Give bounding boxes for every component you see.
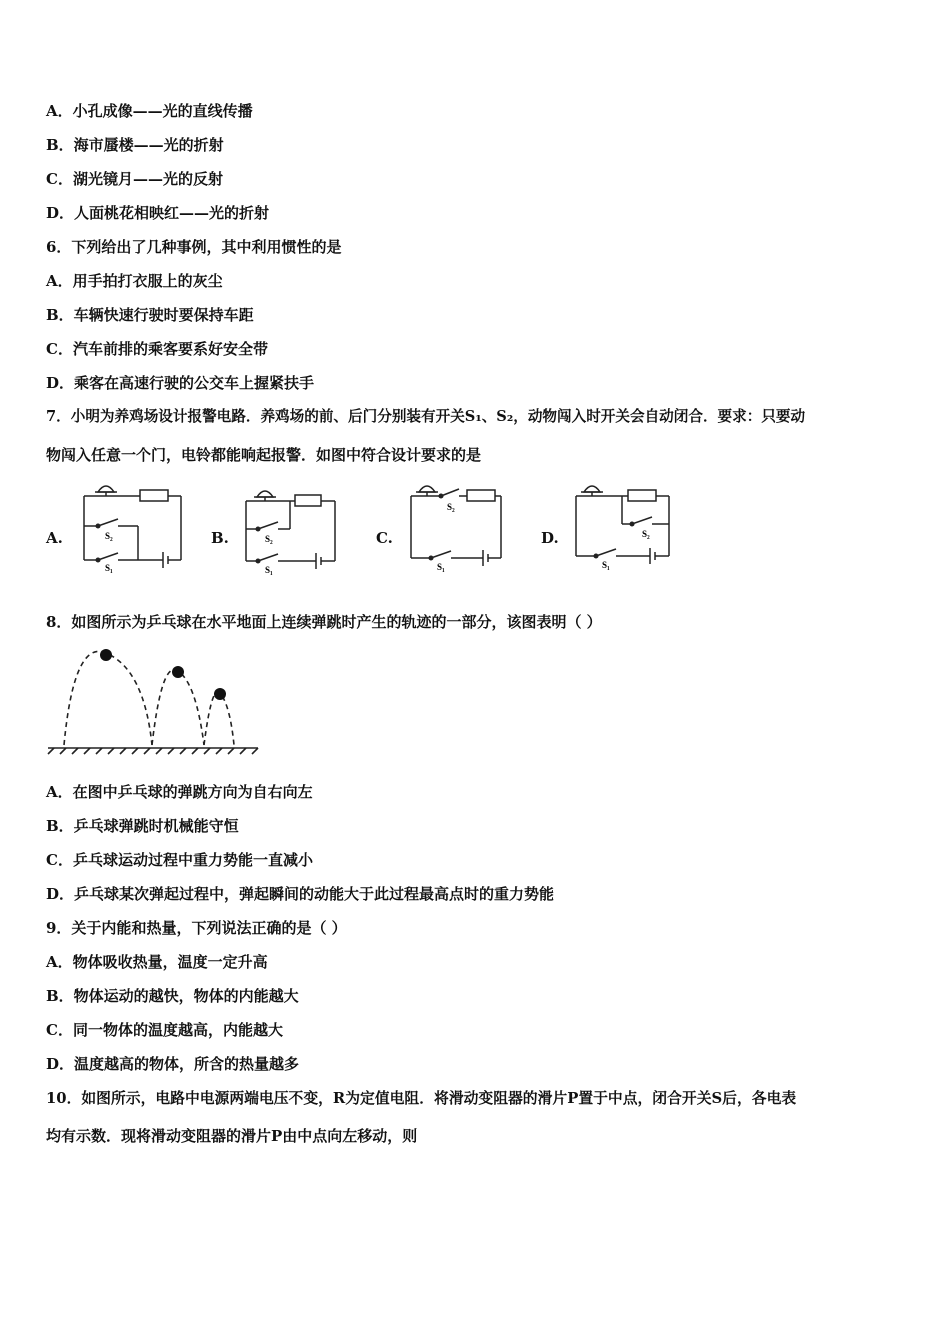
circuit-a-label: A.	[46, 529, 63, 547]
circuit-b-s2-label: S₂	[265, 534, 273, 544]
circuit-d-diagram	[570, 478, 676, 573]
circuit-c-s1-label: S₁	[437, 562, 445, 572]
circuit-a-s2-label: S₂	[105, 531, 113, 541]
q9-option-b: B．物体运动的越快，物体的内能越大	[46, 987, 299, 1005]
ball-position-1	[100, 649, 112, 661]
ping-pong-trajectory-figure	[44, 643, 262, 755]
circuit-b-diagram	[240, 485, 340, 575]
q9-option-c: C．同一物体的温度越高，内能越大	[46, 1021, 283, 1039]
q6-stem: 6．下列给出了几种事例，其中利用惯性的是	[46, 238, 342, 256]
q7-stem-line2: 物闯入任意一个门，电铃都能响起报警．如图中符合设计要求的是	[46, 446, 482, 464]
q8-option-b: B．乒乓球弹跳时机械能守恒	[46, 817, 239, 835]
q6-option-d: D．乘客在高速行驶的公交车上握紧扶手	[46, 374, 315, 392]
q8-option-c: C．乒乓球运动过程中重力势能一直减小	[46, 851, 313, 869]
q8-option-a: A．在图中乒乓球的弹跳方向为自右向左	[46, 783, 313, 801]
circuit-b-s1-label: S₁	[265, 565, 273, 575]
q9-option-a: A．物体吸收热量，温度一定升高	[46, 953, 268, 971]
circuit-a-diagram	[78, 478, 188, 573]
circuit-d-s2-label: S₂	[642, 529, 650, 539]
ball-position-3	[214, 688, 226, 700]
q5-option-b: B．海市蜃楼——光的折射	[46, 136, 224, 154]
q10-stem-line2: 均有示数．现将滑动变阻器的滑片P由中点向左移动，则	[46, 1127, 418, 1145]
q9-option-d: D．温度越高的物体，所含的热量越多	[46, 1055, 300, 1073]
circuit-d-s1-label: S₁	[602, 560, 610, 570]
q9-stem: 9．关于内能和热量，下列说法正确的是（ ）	[46, 919, 347, 937]
circuit-c-s2-label: S₂	[447, 502, 455, 512]
q6-option-b: B．车辆快速行驶时要保持车距	[46, 306, 254, 324]
circuit-d-label: D.	[541, 529, 559, 547]
q5-option-a: A．小孔成像——光的直线传播	[46, 102, 253, 120]
circuit-b-label: B.	[211, 529, 229, 547]
q5-option-c: C．湖光镜月——光的反射	[46, 170, 223, 188]
circuit-c-label: C.	[376, 529, 393, 547]
ball-position-2	[172, 666, 184, 678]
q10-stem-line1: 10．如图所示，电路中电源两端电压不变，R为定值电阻．将滑动变阻器的滑片P置于中点，闭合开关S后，各电表	[46, 1090, 797, 1107]
q7-stem-line1: 7．小明为养鸡场设计报警电路．养鸡场的前、后门分别装有开关S₁、S₂，动物闯入时开关会自动闭合．要求：只要动	[46, 408, 806, 425]
circuit-c-diagram	[405, 480, 507, 572]
q8-option-d: D．乒乓球某次弹起过程中，弹起瞬间的动能大于此过程最高点时的重力势能	[46, 885, 555, 903]
q8-stem: 8．如图所示为乒乓球在水平地面上连续弹跳时产生的轨迹的一部分，该图表明（ ）	[46, 613, 602, 631]
circuit-a-s1-label: S₁	[105, 563, 113, 573]
q6-option-c: C．汽车前排的乘客要系好安全带	[46, 340, 268, 358]
q6-option-a: A．用手拍打衣服上的灰尘	[46, 272, 223, 290]
q5-option-d: D．人面桃花相映红——光的折射	[46, 204, 270, 222]
